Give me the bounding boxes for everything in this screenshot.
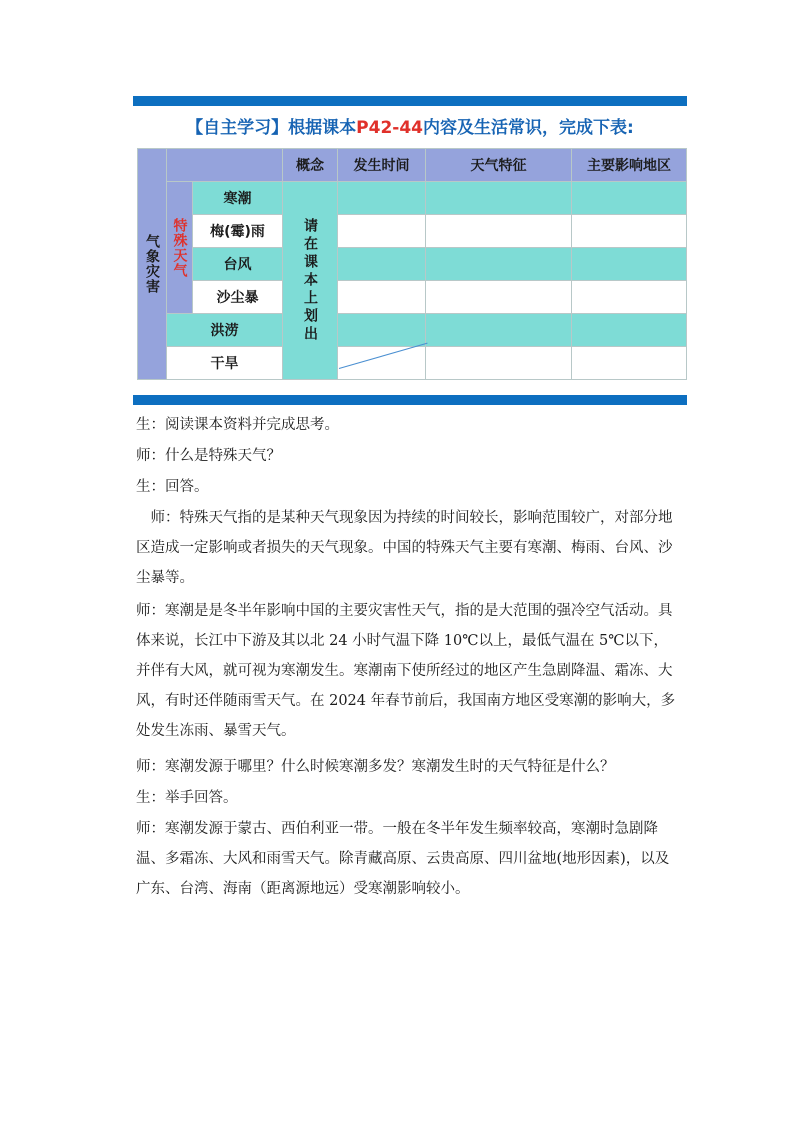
- table-header-row: [138, 149, 687, 182]
- table-row: [138, 215, 687, 248]
- slide-top-bar: [133, 96, 687, 106]
- table-cell[interactable]: [338, 215, 426, 248]
- table-cell[interactable]: [338, 182, 426, 215]
- category-cell: [138, 149, 167, 380]
- table-cell[interactable]: [572, 314, 687, 347]
- subcategory-cell: [167, 182, 193, 314]
- row-label: 干旱: [167, 347, 283, 380]
- row-label: 洪涝: [167, 314, 283, 347]
- slide-bottom-bar: [133, 395, 687, 405]
- slide-title: [133, 113, 687, 138]
- paragraph: 师：什么是特殊天气？: [136, 448, 281, 464]
- table-cell[interactable]: [426, 248, 572, 281]
- table-cell[interactable]: [426, 347, 572, 380]
- paragraph: 师：寒潮是是冬半年影响中国的主要灾害性天气，指的是大范围的强冷空气活动。具体来说，长江中下游及其以北 24 小时气温下降 10℃以上，最低气温在 5℃以下，并伴有大风，就可视为寒潮发生。寒潮南下使所经过的地区产生急剧降温、霜冻、大风，有时还伴随雨雪天气。在 2024 年春节前后，我国南方地区受寒潮的影响大，多处发生冻雨、暴雪天气。: [136, 603, 676, 739]
- table-cell[interactable]: [572, 347, 687, 380]
- paragraph: 师：特殊天气指的是某种天气现象因为持续的时间较长，影响范围较广，对部分地区造成一定影响或者损失的天气现象。中国的特殊天气主要有寒潮、梅雨、台风、沙尘暴等。: [136, 510, 673, 586]
- table-row: [138, 248, 687, 281]
- table-cell[interactable]: [426, 281, 572, 314]
- table-cell[interactable]: [338, 314, 426, 347]
- table-cell[interactable]: [426, 182, 572, 215]
- table-cell[interactable]: [426, 215, 572, 248]
- paragraph: 生：回答。: [136, 479, 209, 495]
- concept-cell: [283, 182, 338, 380]
- paragraph: 师：寒潮发源于哪里？什么时候寒潮多发？寒潮发生时的天气特征是什么？: [136, 759, 615, 775]
- table-cell[interactable]: [572, 281, 687, 314]
- table-cell[interactable]: [338, 281, 426, 314]
- row-label: 沙尘暴: [193, 281, 283, 314]
- table-row: [138, 281, 687, 314]
- row-label: 台风: [193, 248, 283, 281]
- row-label: 寒潮: [193, 182, 283, 215]
- subcategory-label: 特殊天气: [171, 217, 188, 278]
- title-suffix: 内容及生活常识，完成下表:: [423, 118, 634, 138]
- table-cell[interactable]: [572, 248, 687, 281]
- table-row: [138, 314, 687, 347]
- header-time: 发生时间: [338, 149, 426, 182]
- row-label: 梅(霉)雨: [193, 215, 283, 248]
- table-row: [138, 182, 687, 215]
- table-cell[interactable]: [572, 182, 687, 215]
- category-label: 气象灾害: [144, 234, 160, 294]
- slide-image: [133, 96, 687, 407]
- paragraph: 师：寒潮发源于蒙古、西伯利亚一带。一般在冬半年发生频率较高，寒潮时急剧降温、多霜冻、大风和雨雪天气。除青藏高原、云贵高原、四川盆地(地形因素)，以及广东、台湾、海南（距离源地远）受寒潮影响较小。: [136, 821, 670, 897]
- table-cell[interactable]: [572, 215, 687, 248]
- header-blank: [167, 149, 283, 182]
- concept-note: 请在课本上划出: [302, 217, 318, 344]
- paragraph: 生：阅读课本资料并完成思考。: [136, 417, 339, 433]
- title-prefix: 【自主学习】根据课本: [186, 118, 357, 138]
- table-cell[interactable]: [426, 314, 572, 347]
- header-weather: 天气特征: [426, 149, 572, 182]
- study-table: [137, 148, 687, 380]
- title-highlight: P42-44: [356, 118, 424, 138]
- table-cell[interactable]: [338, 248, 426, 281]
- header-concept: 概念: [283, 149, 338, 182]
- table-row: [138, 347, 687, 380]
- header-region: 主要影响地区: [572, 149, 687, 182]
- table-cell[interactable]: [338, 347, 426, 380]
- paragraph: 生：举手回答。: [136, 790, 238, 806]
